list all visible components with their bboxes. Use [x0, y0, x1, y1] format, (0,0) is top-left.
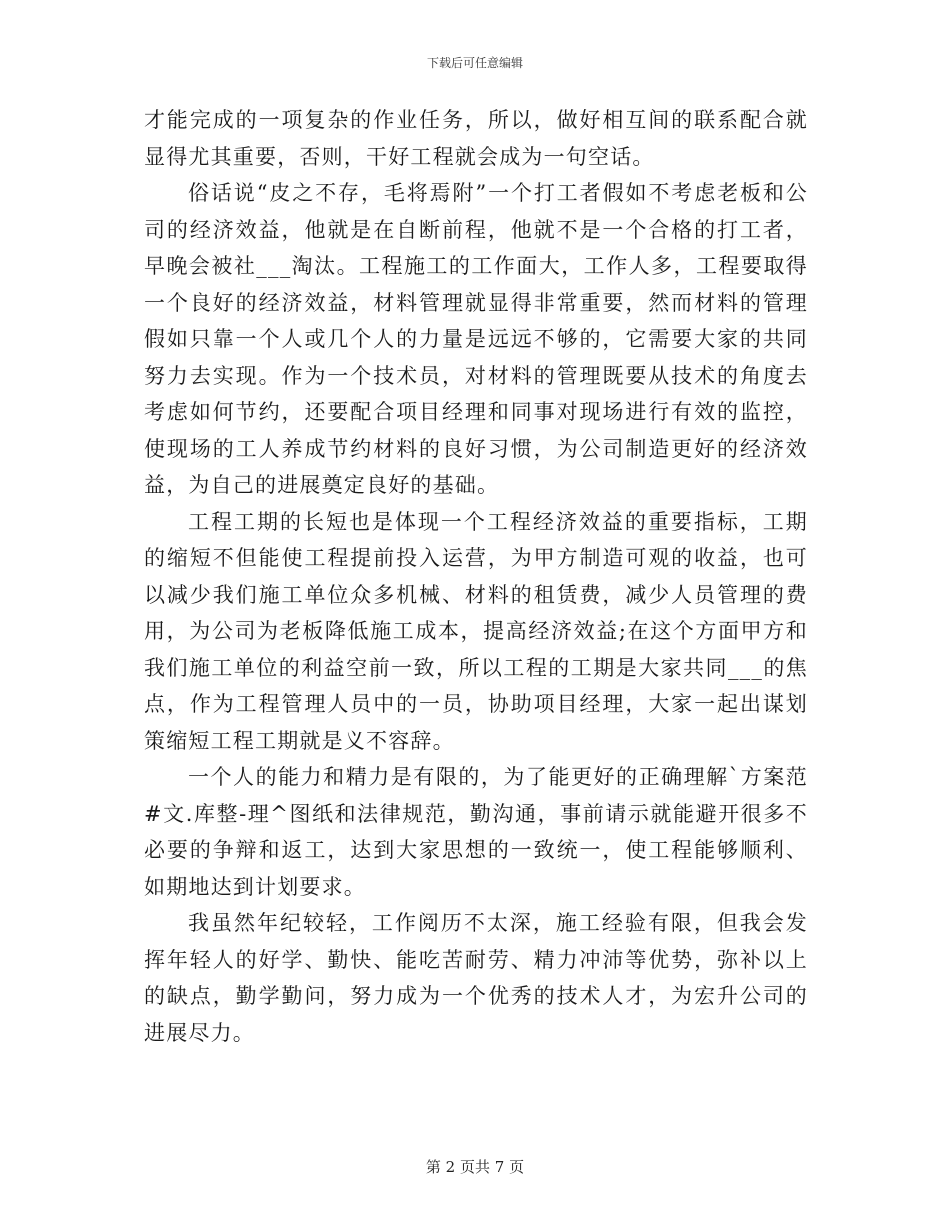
paragraph-2: 俗话说“皮之不存，毛将焉附”一个打工者假如不考虑老板和公司的经济效益，他就是在自断前程，他就不是一个合格的打工者，早晚会被社___淘汰。工程施工的工作面大，工作人多，工程要取得一个良好的经济效益，材料管理就显得非常重要，然而材料的管理假如只靠一个人或几个人的力量是远远不够的，它需要大家的共同努力去实现。作为一个技术员，对材料的管理既要从技术的角度去考虑如何节约，还要配合项目经理和同事对现场进行有效的监控，使现场的工人养成节约材料的良好习惯，为公司制造更好的经济效益，为自己的进展奠定良好的基础。 — [144, 181, 808, 497]
page-number-footer: 第 2 页共 7 页 — [425, 1158, 525, 1176]
page-header: 下载后可任意编辑 — [426, 56, 523, 70]
document-body — [144, 102, 808, 1051]
paragraph-1: 才能完成的一项复杂的作业任务，所以，做好相互间的联系配合就显得尤其重要，否则，干好工程就会成为一句空话。 — [144, 108, 808, 169]
paragraph-5: 我虽然年纪较轻，工作阅历不太深，施工经验有限，但我会发挥年轻人的好学、勤快、能吃苦耐劳、精力冲沛等优势，弥补以上的缺点，勤学勤问，努力成为一个优秀的技术人才，为宏升公司的进展尽力。 — [144, 911, 808, 1045]
paragraph-4: 一个人的能力和精力是有限的，为了能更好的正确理解`方案范#文.库整-理^图纸和法律规范，勤沟通，事前请示就能避开很多不必要的争辩和返工，达到大家思想的一致统一，使工程能够顺利、如期地达到计划要求。 — [144, 765, 808, 899]
paragraph-3: 工程工期的长短也是体现一个工程经济效益的重要指标，工期的缩短不但能使工程提前投入运营，为甲方制造可观的收益，也可以减少我们施工单位众多机械、材料的租赁费，减少人员管理的费用，为公司为老板降低施工成本，提高经济效益;在这个方面甲方和我们施工单位的利益空前一致，所以工程的工期是大家共同___的焦点，作为工程管理人员中的一员，协助项目经理，大家一起出谋划策缩短工程工期就是义不容辞。 — [144, 509, 808, 753]
